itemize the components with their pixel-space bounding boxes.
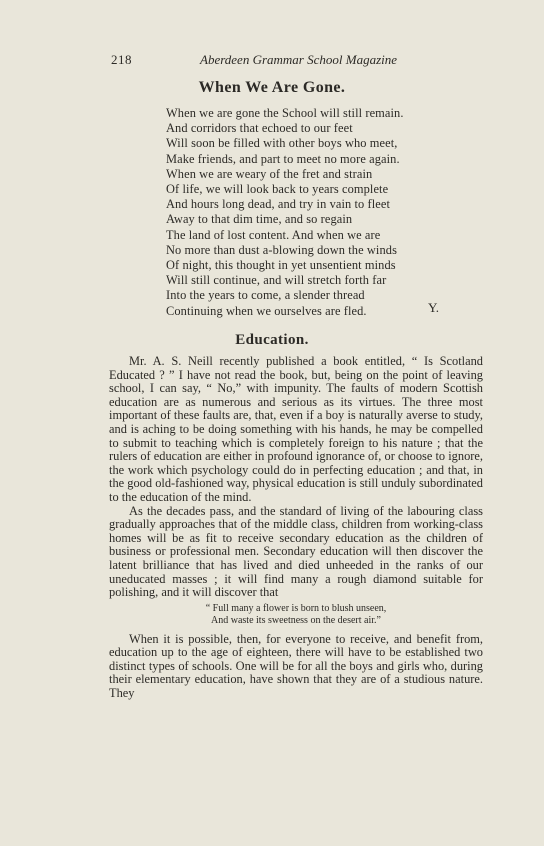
essay-paragraph: When it is possible, then, for everyone to receive, and benefit from, education up to the age of eighteen, there will have to be established two distinct types of schools. One will be for all the boys and girls who, during their elementary education, have shown that they are of a studious nature. They — [109, 631, 483, 701]
poem-signature: Y. — [428, 300, 439, 315]
poem-title: When We Are Gone. — [198, 79, 346, 96]
poem-body — [166, 106, 446, 319]
poem-line: And corridors that echoed to our feet — [166, 121, 353, 136]
essay-body — [109, 355, 483, 701]
poem-line: Away to that dim time, and so regain — [166, 212, 353, 227]
poem-line: Into the years to come, a slender thread — [166, 288, 365, 303]
page-number: 218 — [111, 52, 132, 67]
poem-line: When we are gone the School will still remain. — [166, 106, 404, 120]
essay-paragraph: As the decades pass, and the standard of living of the labouring class gradually approaches that of the middle class, children from working-class homes will be as fit to receive secondary education as the children of business or professional men. Secondary education will then discover the latent brilliance that has lived and died unheeded in the ranks of our uneducated masses ; it will find many a rough diamond suitable for polishing, and it will discover that — [109, 503, 483, 600]
block-quote — [109, 603, 483, 627]
essay-title: Education. — [235, 332, 309, 348]
poem-line: When we are weary of the fret and strain — [166, 166, 373, 181]
poem-line: No more than dust a-blowing down the winds — [166, 242, 397, 257]
poem-line: Will soon be filled with other boys who meet, — [166, 136, 398, 151]
poem-line: Of life, we will look back to years complete — [166, 182, 389, 197]
poem-line: Make friends, and part to meet no more again. — [166, 151, 400, 166]
running-head — [0, 52, 544, 68]
magazine-title: Aberdeen Grammar School Magazine — [200, 52, 398, 67]
poem-line: The land of lost content. And when we are — [166, 227, 381, 242]
essay-paragraph: Mr. A. S. Neill recently published a book entitled, “ Is Scotland Educated ? ” I have not read the book, but, being on the point of leaving school, I can say, “ No,” with impunity. The faults of modern Scottish education are as numerous and serious as its virtues. The three most important of these faults are, that, even if a boy is naturally averse to study, and is aching to be doing something with his hands, he may be compelled to submit to teaching which is completely foreign to his nature ; that the rulers of education are either in profound ignorance of, or choose to ignore, the work which psychology could do in perfecting education ; and that, in the good old-fashioned way, physical education is still unduly subordinated to the education of the mind. — [109, 354, 483, 504]
quote-line: And waste its sweetness on the desert air.” — [211, 614, 381, 626]
poem-line: Of night, this thought in yet unsentient minds — [166, 258, 396, 273]
poem-line: Will still continue, and will stretch forth far — [166, 273, 387, 288]
poem-line: And hours long dead, and try in vain to fleet — [166, 197, 391, 212]
poem-line: Continuing when we ourselves are fled. — [166, 303, 367, 318]
quote-line: “ Full many a flower is born to blush unseen, — [205, 602, 387, 614]
